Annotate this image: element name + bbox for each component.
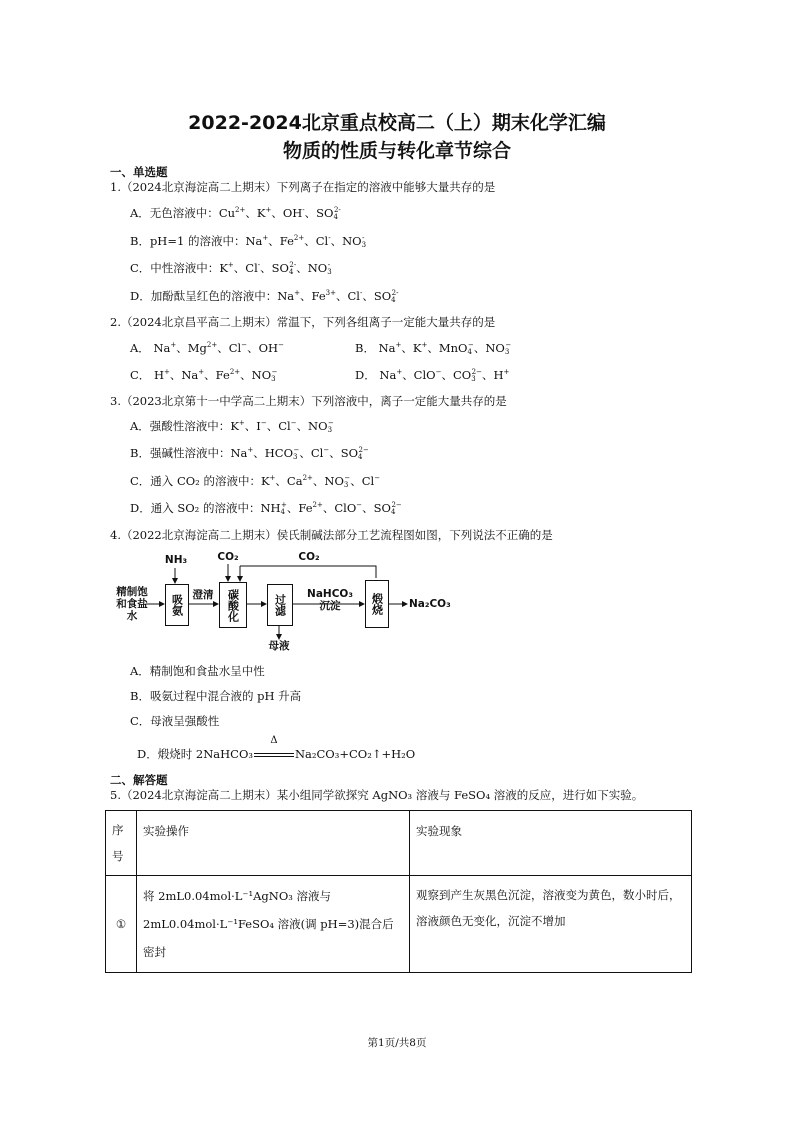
option-1c: C．中性溶液中：K+、Cl-、$SO_4^{2-}$、$NO_3^-$	[130, 261, 332, 276]
flow-box-carbonate: 碳酸化	[219, 582, 247, 628]
option-4b: B．吸氨过程中混合液的 pH 升高	[130, 689, 302, 703]
flow-box-absorb: 吸氨	[165, 584, 189, 626]
table-header-seq: 序号	[106, 811, 137, 876]
flow-nahco3-label: NaHCO₃	[307, 588, 353, 600]
flow-nh3-label: NH₃	[164, 554, 188, 566]
option-4a: A．精制饱和食盐水呈中性	[130, 664, 265, 678]
question-source: （2024北京海淀高二上期末）	[120, 180, 277, 194]
question-stem: 下列离子在指定的溶液中能够大量共存的是	[276, 180, 496, 194]
section-heading: 二、解答题	[110, 773, 168, 787]
table-row	[106, 876, 692, 973]
question-2: 2.（2024北京昌平高二上期末）常温下，下列各组离子一定能大量共存的是	[110, 315, 496, 329]
table-header-observation: 实验现象	[410, 811, 692, 876]
option-3a: A．强酸性溶液中：K+、I−、Cl−、$NO_3^-$	[130, 419, 334, 434]
experiment-table	[105, 810, 692, 973]
option-3d: D．通入 SO₂ 的溶液中：$NH_4^+$、$Fe^{2+}$、ClO−、$SO_4^{2-}$	[130, 501, 402, 516]
table-header-row	[106, 811, 692, 876]
question-3: 3.（2023北京第十一中学高二上期末）下列溶液中，离子一定能大量共存的是	[110, 394, 507, 408]
flow-input-label: 精制饱和食盐水	[116, 586, 148, 622]
question-number: 1.	[110, 180, 121, 194]
option-1b: B．pH=1 的溶液中：Na+、$Fe^{2+}$、Cl-、$NO_3^-$	[130, 234, 367, 249]
question-5: 5.（2024北京海淀高二上期末）某小组同学欲探究 AgNO₃ 溶液与 FeSO₄ 溶液的反应，进行如下实验。	[110, 788, 644, 802]
option-3b: B．强碱性溶液中：Na+、$HCO_3^-$、Cl−、$SO_4^{2-}$	[130, 446, 369, 461]
question-4: 4.（2022北京海淀高二上期末）侯氏制碱法部分工艺流程图如图，下列说法不正确的是	[110, 528, 553, 542]
document-subtitle: 物质的性质与转化章节综合	[282, 140, 511, 162]
flow-mother-liquor-label: 母液	[268, 640, 290, 652]
option-2b: B． Na+、K+、MnO$_4$−、$NO_3^-$	[355, 341, 512, 356]
flow-box-filter: 过滤	[267, 584, 293, 626]
reaction-arrow: Δ	[253, 747, 295, 761]
table-cell-seq: ①	[106, 876, 137, 973]
page-footer: 第1页/共8页	[367, 1037, 427, 1049]
table-cell-observation: 观察到产生灰黑色沉淀，溶液变为黄色，数小时后，溶液颜色无变化，沉淀不增加	[410, 876, 692, 973]
flow-co2-input-label: CO₂	[217, 551, 239, 563]
option-4d: D．煅烧时 2NaHCO₃ Δ Na₂CO₃+CO₂↑+H₂O	[137, 735, 416, 761]
document-title: 2022-2024北京重点校高二（上）期末化学汇编	[188, 112, 606, 134]
option-2c: C． H+、Na+、$Fe^{2+}$、$NO_3^-$	[130, 368, 278, 383]
flow-output-label: Na₂CO₃	[409, 598, 451, 610]
flow-box-calcine: 煅烧	[365, 580, 389, 628]
table-cell-operation: 将 2mL0.04mol·L⁻¹AgNO₃ 溶液与 2mL0.04mol·L⁻¹FeSO₄ 溶液(调 pH=3)混合后密封	[137, 876, 410, 973]
option-2a: A． Na+、$Mg^{2+}$、Cl−、OH−	[130, 341, 284, 355]
option-1a: A．无色溶液中：$Cu^{2+}$、K+、OH-、$SO_4^{2-}$	[130, 206, 341, 221]
option-1d: D．加酚酞呈红色的溶液中：Na+、$Fe^{3+}$、Cl-、$SO_4^{2-}$	[130, 289, 399, 304]
option-4c: C．母液呈强酸性	[130, 714, 220, 728]
table-header-operation: 实验操作	[137, 811, 410, 876]
flow-precipitate-label: 沉淀	[319, 600, 341, 612]
flow-clarify-label: 澄清	[192, 589, 214, 601]
section-heading: 一、单选题	[110, 165, 168, 179]
option-2d: D． Na+、ClO−、$CO_3^{2-}$、H+	[355, 368, 510, 383]
option-3c: C．通入 CO₂ 的溶液中：K+、$Ca^{2+}$、$NO_3^-$、Cl−	[130, 474, 381, 489]
flow-co2-recycle-label: CO₂	[298, 551, 320, 563]
